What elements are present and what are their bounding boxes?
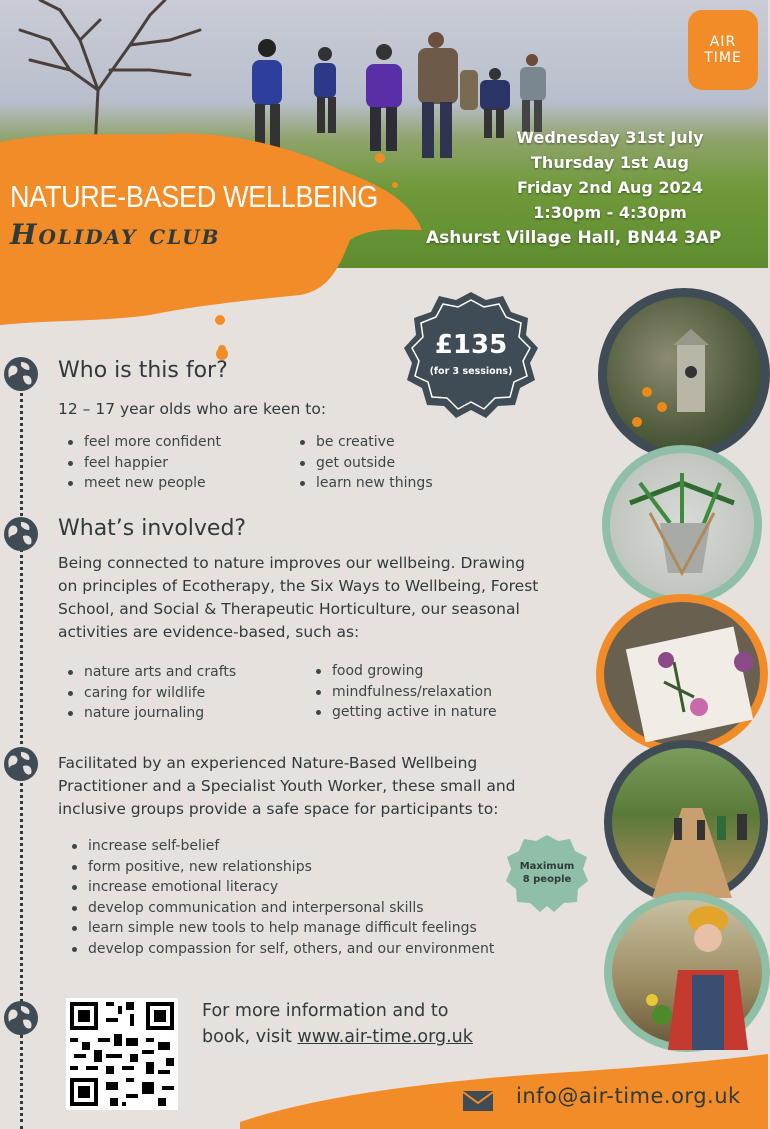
list-item: increase emotional literacy: [70, 877, 494, 898]
price-note: (for 3 sessions): [429, 366, 513, 377]
max-people-badge: [504, 833, 590, 913]
tree-illustration: [0, 0, 230, 150]
involved-paragraph: [58, 552, 538, 644]
list-item: increase self-belief: [70, 836, 494, 857]
event-dates: [480, 125, 740, 225]
list-item: get outside: [298, 453, 433, 474]
date-2: Thursday 1st Aug: [531, 153, 689, 172]
list-item: feel more confident: [66, 432, 221, 453]
logo-line1: AIR: [709, 34, 737, 50]
teen-with-plants-photo: [604, 892, 770, 1052]
who-list-col1: [66, 432, 221, 494]
who-heading: Who is this for?: [58, 358, 228, 383]
globe-icon: [3, 746, 39, 782]
more-info-line2: [202, 1024, 473, 1050]
facilitated-line: inclusive groups provide a safe space for participants to:: [58, 800, 499, 818]
price-amount: £135: [434, 330, 508, 360]
facilitated-list: [70, 836, 494, 959]
list-item: nature journaling: [66, 703, 236, 724]
logo-line2: TIME: [704, 50, 742, 66]
envelope-icon: [462, 1090, 494, 1112]
who-intro: 12 – 17 year olds who are keen to:: [58, 400, 327, 418]
involved-list-col1: [66, 662, 236, 724]
involved-heading: What’s involved?: [58, 516, 247, 541]
more-info-text: [202, 998, 473, 1050]
price-badge: [402, 290, 540, 420]
globe-icon: [3, 516, 39, 552]
hanging-plant-photo: [602, 445, 762, 605]
list-item: food growing: [314, 661, 497, 682]
list-item: form positive, new relationships: [70, 857, 494, 878]
event-venue: Ashurst Village Hall, BN44 3AP: [426, 228, 722, 248]
list-item: learn simple new tools to help manage difficult feelings: [70, 918, 494, 939]
involved-line: School, and Social & Therapeutic Horticulture, our seasonal: [58, 600, 520, 618]
email-address[interactable]: info@air-time.org.uk: [516, 1084, 741, 1108]
list-item: caring for wildlife: [66, 683, 236, 704]
date-3: Friday 2nd Aug 2024: [517, 178, 703, 197]
badge-line2: 8 people: [522, 874, 572, 885]
more-info-line1: For more information and to: [202, 1001, 449, 1021]
air-time-logo: [688, 10, 758, 90]
event-time: 1:30pm - 4:30pm: [533, 203, 687, 222]
orange-drips: [0, 265, 330, 340]
list-item: meet new people: [66, 473, 221, 494]
list-item: learn new things: [298, 473, 433, 494]
involved-line: on principles of Ecotherapy, the Six Ways to Wellbeing, Forest: [58, 577, 539, 595]
list-item: getting active in nature: [314, 702, 497, 723]
title-line2: Holiday club: [10, 218, 221, 251]
more-info-prefix: book, visit: [202, 1027, 298, 1047]
globe-icon: [3, 1000, 39, 1036]
woodland-walk-photo: [604, 740, 768, 904]
involved-line: Being connected to nature improves our wellbeing. Drawing: [58, 554, 525, 572]
title-line1: NATURE-BASED WELLBEING: [10, 180, 378, 214]
globe-icon: [3, 356, 39, 392]
list-item: nature arts and crafts: [66, 662, 236, 683]
badge-line1: Maximum: [519, 861, 575, 872]
qr-code[interactable]: [66, 998, 178, 1110]
involved-line: activities are evidence-based, such as:: [58, 623, 360, 641]
list-item: feel happier: [66, 453, 221, 474]
hero-photo: [0, 0, 768, 268]
facilitated-line: Practitioner and a Specialist Youth Worker, these small and: [58, 777, 516, 795]
date-1: Wednesday 31st July: [516, 128, 704, 147]
list-item: be creative: [298, 432, 433, 453]
website-link[interactable]: www.air-time.org.uk: [297, 1027, 473, 1047]
facilitated-paragraph: [58, 752, 515, 821]
facilitated-line: Facilitated by an experienced Nature-Based Wellbeing: [58, 754, 478, 772]
who-list-col2: [298, 432, 433, 494]
involved-list-col2: [314, 661, 497, 723]
birdhouse-photo: [598, 288, 770, 460]
list-item: mindfulness/relaxation: [314, 682, 497, 703]
pressed-flowers-photo: [596, 594, 768, 754]
list-item: develop communication and interpersonal skills: [70, 898, 494, 919]
list-item: develop compassion for self, others, and our environment: [70, 939, 494, 960]
